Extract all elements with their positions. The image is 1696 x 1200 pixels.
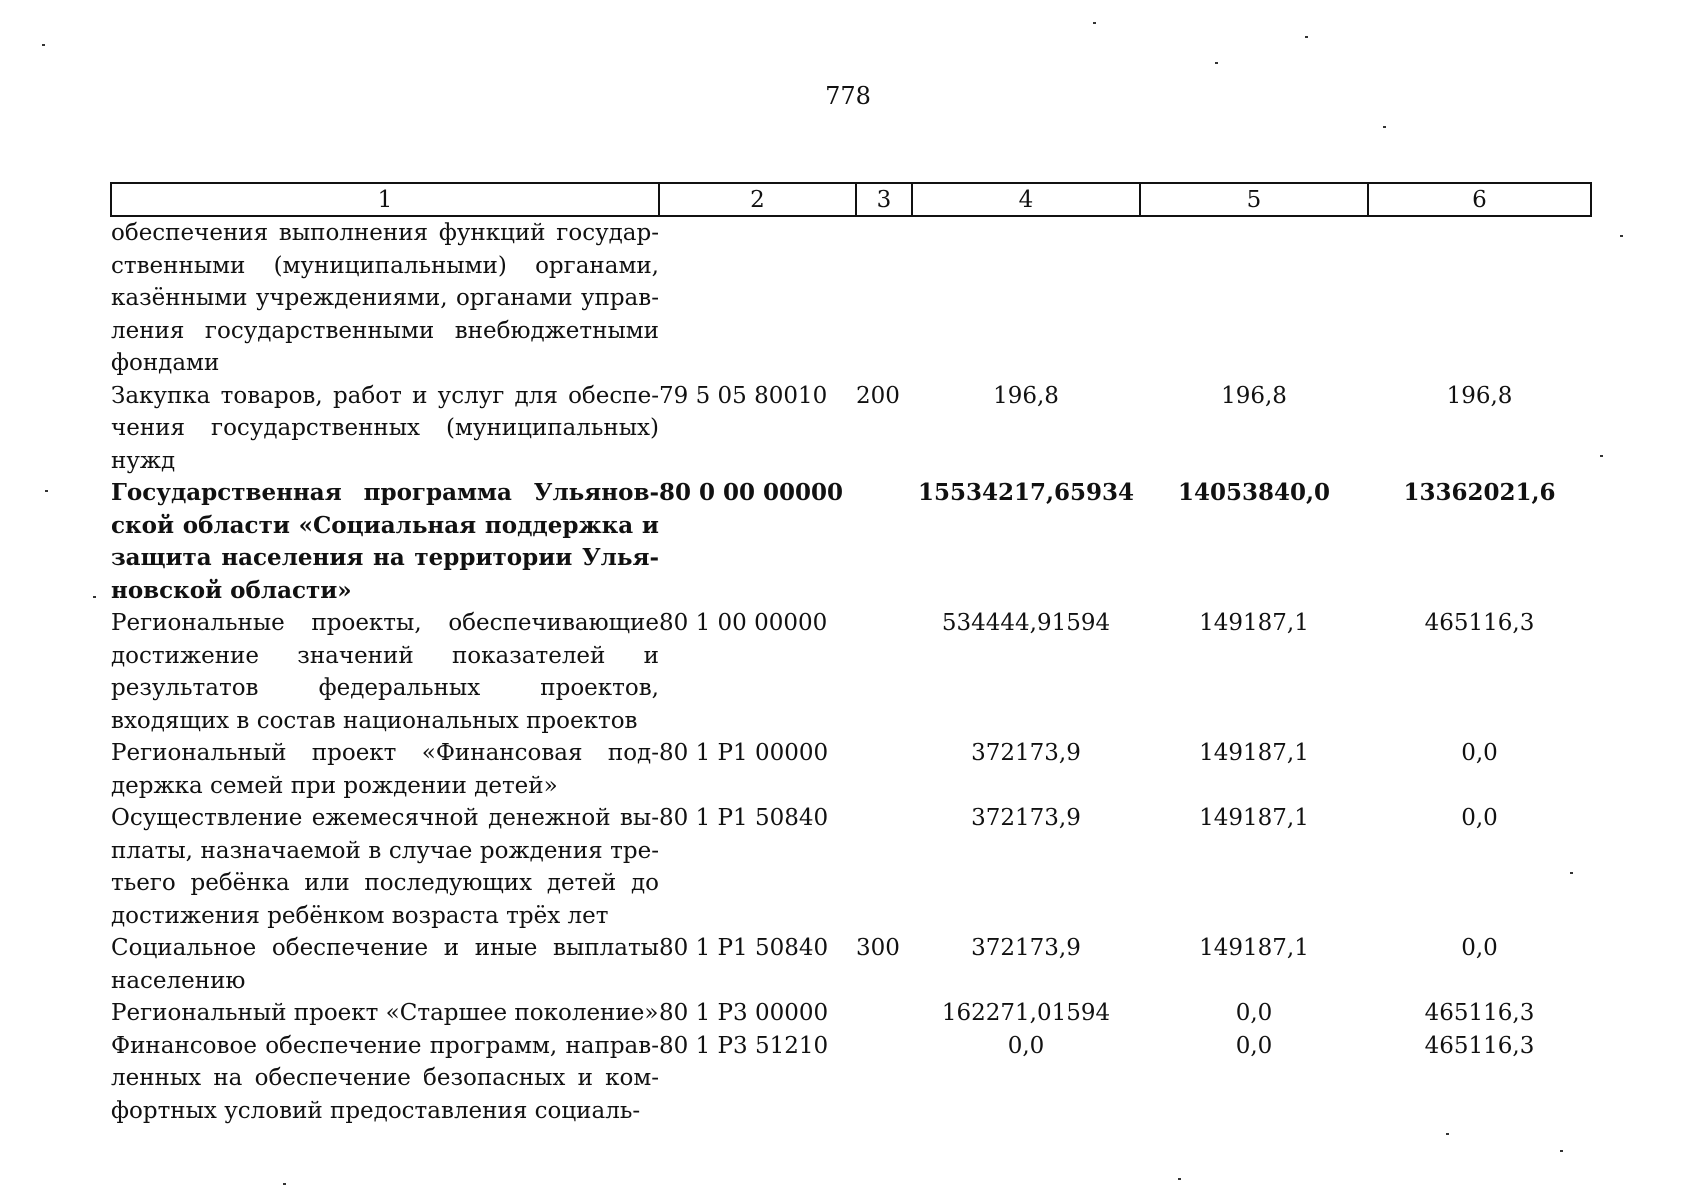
row-value-6-cell: 0,0 xyxy=(1461,805,1498,831)
scan-speck xyxy=(1560,1150,1563,1152)
scan-speck xyxy=(1215,62,1218,64)
row-code-cell: 80 1 00 00000 xyxy=(659,610,828,636)
scan-speck xyxy=(93,596,96,598)
row-code-cell: 80 0 00 00000 xyxy=(659,479,844,506)
scan-speck xyxy=(42,44,45,46)
table-row xyxy=(111,380,1591,478)
row-type-cell xyxy=(856,737,912,802)
row-value-6-cell: 0,0 xyxy=(1461,740,1498,766)
row-type-cell: 300 xyxy=(856,935,900,961)
row-value-5-cell: 0,0 xyxy=(1235,1000,1273,1026)
row-value-6-cell: 13362021,6 xyxy=(1403,479,1556,506)
row-name-cell: Закупка товаров, работ и услуг для обеспечения государственных (муниципальных) нужд xyxy=(111,382,659,474)
row-name-cell: Региональные проекты, обеспечивающие достижение значений показателей и результатов федеральных проектов, входящих в состав национальных проектов xyxy=(111,610,659,734)
row-name-cell: Региональный проект «Финансовая поддержка семей при рождении детей» xyxy=(111,740,659,799)
row-code-cell: 79 5 05 80010 xyxy=(659,382,828,409)
row-value-5-cell: 149187,1 xyxy=(1199,610,1309,636)
column-header: 4 xyxy=(912,183,1140,216)
row-value-4-cell: 196,8 xyxy=(993,382,1059,409)
row-value-5-cell: 0,0 xyxy=(1235,1032,1273,1059)
row-value-6-cell xyxy=(1368,216,1591,380)
scan-speck xyxy=(283,1183,286,1185)
row-type-cell xyxy=(856,802,912,932)
row-name-cell: обеспечения выполнения функций государственными (муниципальными) органами, казёнными учреждениями, органами управления государственными внебюджетными фондами xyxy=(111,220,659,376)
table-row xyxy=(111,477,1591,607)
row-name-cell: Государственная программа Ульяновской области «Социальная поддержка и защита населения на территории Ульяновской области» xyxy=(111,479,659,604)
row-code-cell: 80 1 P1 50840 xyxy=(659,935,829,961)
row-code-cell: 80 1 P1 50840 xyxy=(659,805,829,831)
row-type-cell: 200 xyxy=(856,382,900,409)
row-value-4-cell: 162271,01594 xyxy=(941,1000,1111,1026)
table-row xyxy=(111,802,1591,932)
row-code-cell: 80 1 P3 00000 xyxy=(659,1000,829,1026)
row-name-cell: Осуществление ежемесячной денежной выплаты, назначаемой в случае рождения третьего ребёнка или последующих детей до достижения ребёнком возраста трёх лет xyxy=(111,805,659,929)
table-row xyxy=(111,737,1591,802)
header-row xyxy=(111,183,1591,216)
row-value-5-cell: 149187,1 xyxy=(1199,740,1309,766)
row-name-cell: Социальное обеспечение и иные выплаты населению xyxy=(111,935,659,994)
row-value-6-cell: 196,8 xyxy=(1446,382,1513,409)
scan-speck xyxy=(1600,455,1603,457)
row-value-5-cell xyxy=(1140,216,1368,380)
page-number: 778 xyxy=(825,82,871,110)
table-row xyxy=(111,1030,1591,1128)
row-type-cell xyxy=(856,216,912,380)
row-value-6-cell: 465116,3 xyxy=(1424,1032,1535,1059)
scan-speck xyxy=(45,490,48,492)
row-value-4-cell: 534444,91594 xyxy=(941,610,1111,636)
column-header: 2 xyxy=(659,183,856,216)
table-body xyxy=(111,216,1591,1127)
row-value-5-cell: 149187,1 xyxy=(1199,805,1309,831)
row-value-6-cell: 465116,3 xyxy=(1424,1000,1535,1026)
row-code-cell: 80 1 P1 00000 xyxy=(659,740,829,766)
row-value-5-cell: 196,8 xyxy=(1221,382,1287,409)
row-type-cell xyxy=(856,607,912,737)
column-header: 6 xyxy=(1368,183,1591,216)
row-value-4-cell: 372173,9 xyxy=(971,740,1081,766)
row-name-cell: Региональный проект «Старшее поколение» xyxy=(111,1000,659,1026)
table-row xyxy=(111,216,1591,380)
scan-speck xyxy=(1178,1178,1181,1180)
row-code-cell: 80 1 P3 51210 xyxy=(659,1032,829,1059)
column-header: 5 xyxy=(1140,183,1368,216)
row-name-cell: Финансовое обеспечение программ, направленных на обеспечение безопасных и комфортных условий предоставления социаль- xyxy=(111,1032,659,1124)
row-type-cell xyxy=(856,477,912,607)
row-value-6-cell: 0,0 xyxy=(1461,935,1498,961)
row-value-4-cell: 15534217,65934 xyxy=(917,479,1135,506)
row-value-4-cell xyxy=(912,216,1140,380)
column-header: 1 xyxy=(111,183,659,216)
table-row xyxy=(111,607,1591,737)
column-header: 3 xyxy=(856,183,912,216)
scan-speck xyxy=(1093,22,1096,24)
row-code-cell xyxy=(659,216,856,380)
row-type-cell xyxy=(856,997,912,1030)
scan-speck xyxy=(1446,1133,1449,1135)
row-value-4-cell: 0,0 xyxy=(1007,1032,1045,1059)
scan-speck xyxy=(1305,36,1308,38)
budget-table xyxy=(110,182,1592,1127)
scan-speck xyxy=(1620,235,1623,237)
row-value-6-cell: 465116,3 xyxy=(1424,610,1535,636)
row-value-4-cell: 372173,9 xyxy=(971,805,1081,831)
table-row xyxy=(111,932,1591,997)
row-value-5-cell: 14053840,0 xyxy=(1177,479,1331,506)
scan-speck xyxy=(1383,126,1386,128)
table-row xyxy=(111,997,1591,1030)
row-type-cell xyxy=(856,1030,912,1128)
row-value-4-cell: 372173,9 xyxy=(971,935,1081,961)
scan-speck xyxy=(1570,872,1573,874)
row-value-5-cell: 149187,1 xyxy=(1199,935,1309,961)
